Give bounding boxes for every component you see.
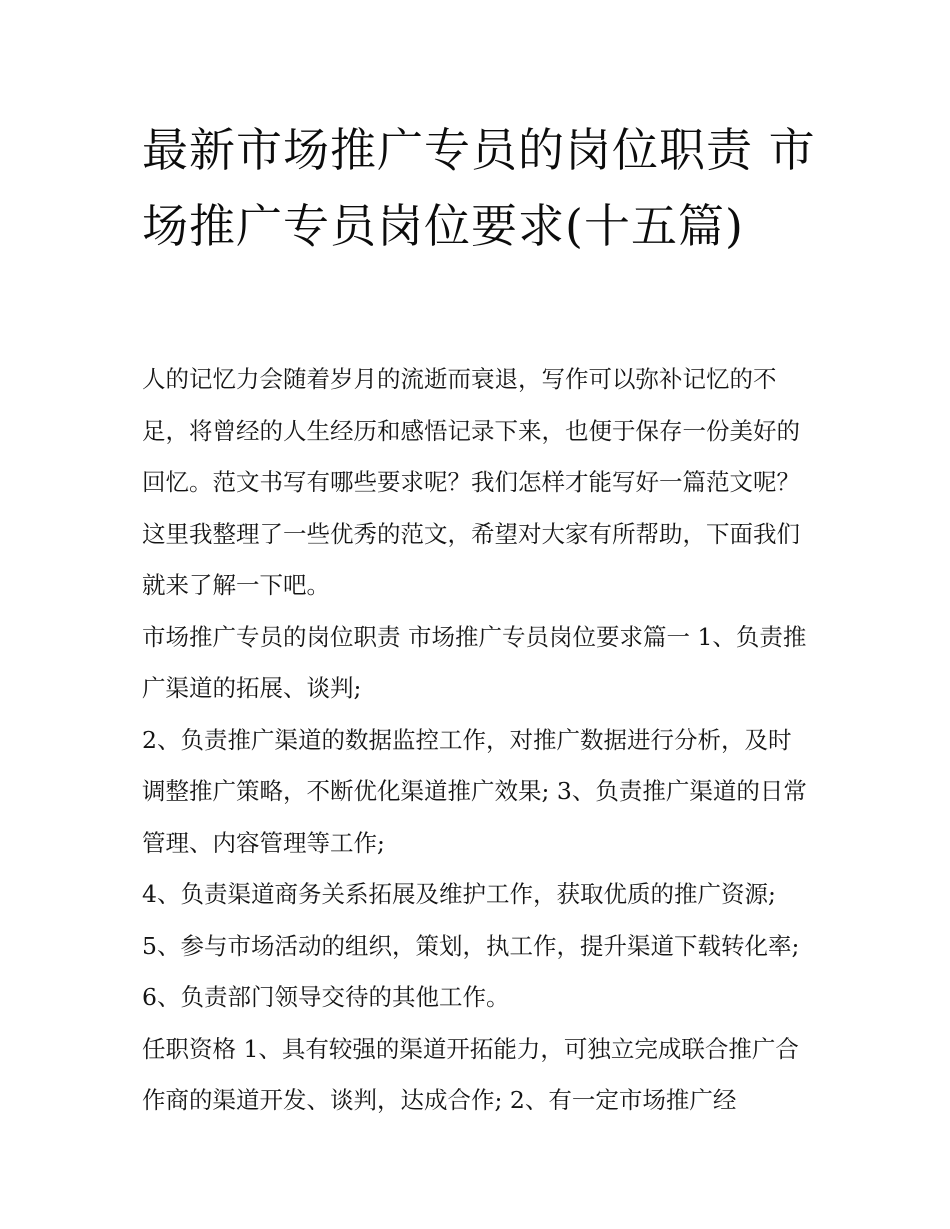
paragraph-intro: 人的记忆力会随着岁月的流逝而衰退，写作可以弥补记忆的不足，将曾经的人生经历和感悟记录下来，也便于保存一份美好的回忆。范文书写有哪些要求呢？我们怎样才能写好一篇范文呢？这里我整理了一些优秀的范文，希望对大家有所帮助，下面我们就来了解一下吧。	[142, 365, 800, 599]
paragraph-section-1: 市场推广专员的岗位职责 市场推广专员岗位要求篇一 1、负责推广渠道的拓展、谈判;	[142, 622, 807, 702]
document-title: 最新市场推广专员的岗位职责 市场推广专员岗位要求(十五篇)	[142, 123, 816, 253]
paragraph-qualifications: 任职资格 1、具有较强的渠道开拓能力，可独立完成联合推广合作商的渠道开发、谈判，达成合作; 2、有一定市场推广经	[142, 1034, 799, 1114]
paragraph-duty-4-6: 4、负责渠道商务关系拓展及维护工作，获取优质的推广资源; 5、参与市场活动的组织，策划，执工作，提升渠道下载转化率; 6、负责部门领导交待的其他工作。	[142, 880, 800, 1011]
document-body	[142, 354, 814, 1127]
paragraph-duty-2-3: 2、负责推广渠道的数据监控工作，对推广数据进行分析，及时调整推广策略，不断优化渠道推广效果; 3、负责推广渠道的日常管理、内容管理等工作;	[142, 725, 807, 857]
